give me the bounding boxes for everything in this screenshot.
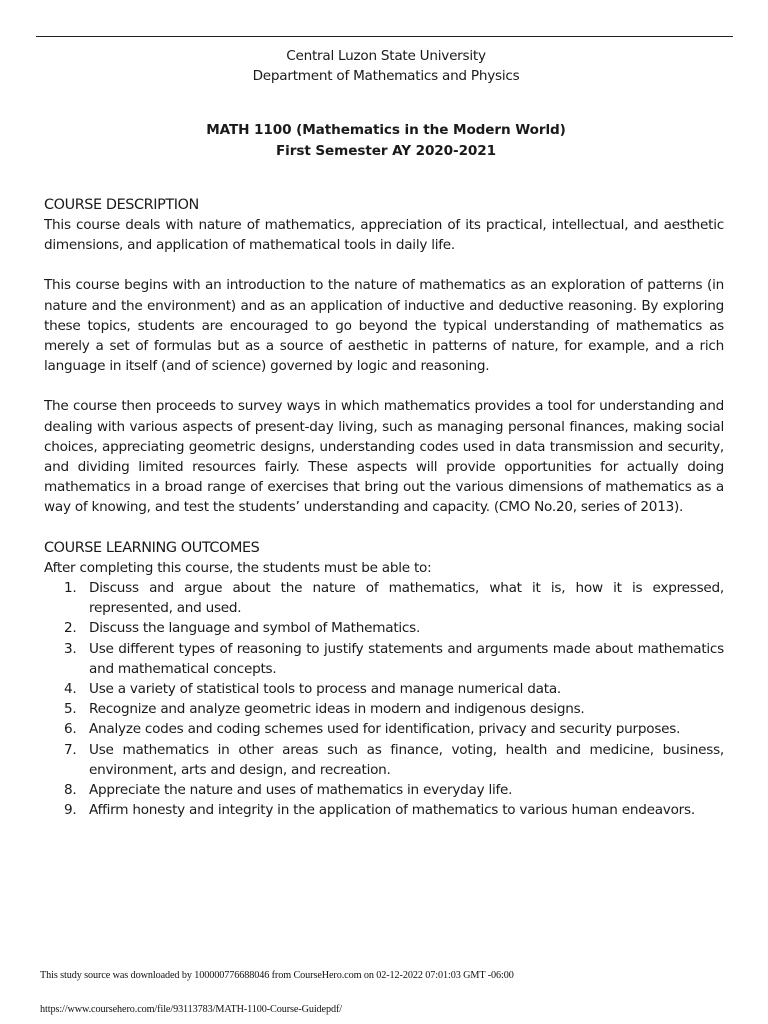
- list-item-text: Discuss the language and symbol of Mathematics.: [89, 620, 421, 637]
- list-item-number: 6.: [64, 721, 77, 738]
- list-item-text: Use a variety of statistical tools to process and manage numerical data.: [89, 681, 561, 698]
- course-description-heading: COURSE DESCRIPTION: [44, 196, 199, 213]
- list-item-text: Affirm honesty and integrity in the application of mathematics to various human endeavors.: [89, 802, 695, 819]
- list-item: [44, 618, 724, 638]
- list-item-number: 9.: [64, 802, 77, 819]
- top-rule: [36, 36, 733, 37]
- list-item: [44, 740, 724, 780]
- list-item: [44, 639, 724, 679]
- learning-outcomes-list: [44, 578, 724, 820]
- list-item-text: Use mathematics in other areas such as finance, voting, health and medicine, business, environment, arts and design, and recreation.: [89, 741, 724, 778]
- semester-label: First Semester AY 2020-2021: [275, 142, 497, 159]
- department-name: Department of Mathematics and Physics: [252, 68, 520, 85]
- list-item: [44, 800, 724, 820]
- list-item: [44, 719, 724, 739]
- list-item-number: 2.: [64, 620, 77, 637]
- description-paragraph-3: The course then proceeds to survey ways in which mathematics provides a tool for understanding and dealing with various aspects of present-day living, such as managing personal finances, making social choices, appreciating geometric designs, understanding codes used in data transmission and security, and dividing limited resources fairly. These aspects will provide opportunities for actually doing mathematics in a broad range of exercises that bring out the various dimensions of mathematics as a way of knowing, and test the students’ understanding and capacity. (CMO No.20, series of 2013).: [44, 398, 724, 516]
- list-item: [44, 578, 724, 618]
- list-item-number: 8.: [64, 782, 77, 799]
- list-item-number: 4.: [64, 681, 77, 698]
- list-item-text: Discuss and argue about the nature of mathematics, what it is, how it is expressed, represented, and used.: [89, 580, 724, 617]
- list-item-number: 1.: [64, 580, 77, 597]
- list-item-number: 3.: [64, 640, 77, 657]
- description-paragraph-1: This course deals with nature of mathematics, appreciation of its practical, intellectual, and aesthetic dimensions, and application of mathematical tools in daily life.: [44, 217, 724, 254]
- source-url[interactable]: https://www.coursehero.com/file/93113783/MATH-1100-Course-Guidepdf/: [40, 1004, 342, 1015]
- document-header: [48, 46, 724, 161]
- course-title: MATH 1100 (Mathematics in the Modern World): [206, 122, 566, 139]
- list-item-text: Use different types of reasoning to justify statements and arguments made about mathematics and mathematical concepts.: [89, 640, 724, 677]
- list-item: [44, 780, 724, 800]
- document-page: [44, 46, 724, 821]
- download-source-note: This study source was downloaded by 100000776688046 from CourseHero.com on 02-12-2022 07:01:03 GMT -06:00: [40, 970, 514, 981]
- list-item-text: Recognize and analyze geometric ideas in modern and indigenous designs.: [89, 701, 585, 718]
- university-name: Central Luzon State University: [286, 48, 486, 64]
- list-item-number: 5.: [64, 701, 77, 718]
- list-item-number: 7.: [64, 741, 77, 758]
- learning-outcomes-intro: After completing this course, the students must be able to:: [44, 559, 432, 576]
- description-paragraph-2: This course begins with an introduction to the nature of mathematics as an exploration of patterns (in nature and the environment) and as an application of inductive and deductive reasoning. By exploring these topics, students are encouraged to go beyond the typical understanding of mathematics as merely a set of formulas but as a source of aesthetic in patterns of nature, for example, and a rich language in itself (and of science) governed by logic and reasoning.: [44, 277, 724, 375]
- list-item-text: Appreciate the nature and uses of mathematics in everyday life.: [89, 782, 513, 799]
- learning-outcomes-heading: COURSE LEARNING OUTCOMES: [44, 539, 260, 556]
- list-item: [44, 679, 724, 699]
- list-item-text: Analyze codes and coding schemes used for identification, privacy and security purposes.: [89, 721, 681, 738]
- list-item: [44, 699, 724, 719]
